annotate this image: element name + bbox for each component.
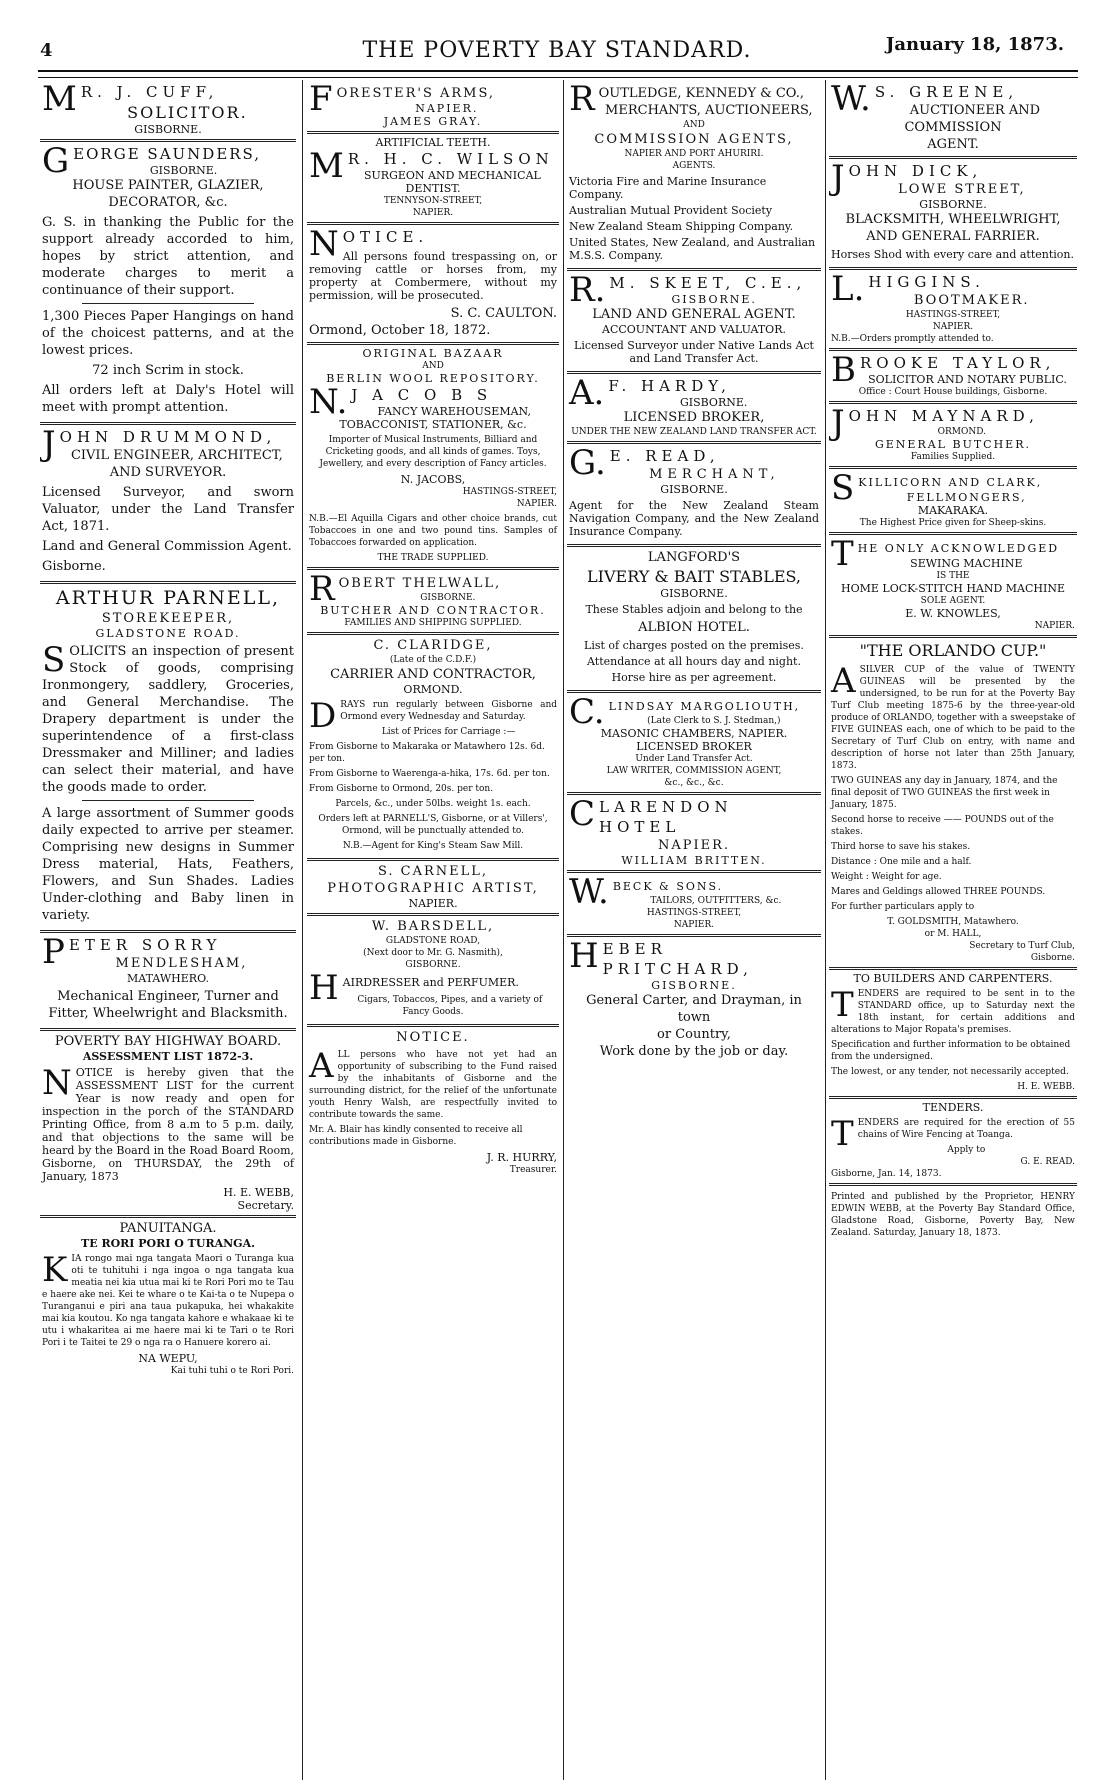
contact-line: Secretary to Turf Club, [969,941,1075,951]
ad-text: OTICE is hereby given that the ASSESSMENT LIST for the current Year is now ready and open for inspection in the porch of the STANDARD Printing Office, from 8 a.m to 5 p.m. daily, and that objections to the same will be heard by the Board in the Road Board Room, Gisborne, on THURSDAY, the 29th of January, 1873 [42,1066,294,1183]
ad-place: MASONIC CHAMBERS, NAPIER. [600,727,788,740]
ad-text: AND [683,120,705,130]
contact-line: Gisborne. [1030,953,1075,963]
ad-text: THE TRADE SUPPLIED. [377,553,489,563]
ad-name: ROOKE TAYLOR, [860,354,1056,372]
ad-thelwall [307,570,559,635]
ad-text: Families Supplied. [910,452,996,462]
price-line: Parcels, &c., under 50lbs. weight 1s. each. [335,799,531,809]
ad-name: KILLICORN AND CLARK, [858,476,1043,489]
ad-trade: or Country, [657,1027,731,1042]
ad-text: (Late Clerk to S. J. Stedman,) [647,716,781,726]
ad-text: Importer of Musical Instruments, Billiard and Cricketing goods, and all kinds of games. Toys, Jewellery, and every description of Fancy articles. [319,435,547,469]
signature: J. R. HURRY, [486,1151,557,1164]
agency-line: New Zealand Steam Shipping Company. [569,220,794,233]
column-4 [829,80,1077,1780]
ad-text: Specification and further information to be obtained from the undersigned. [831,1040,1071,1062]
ad-place: NAPIER AND PORT AHURIRI. [624,149,764,159]
ad-maynard [829,404,1077,469]
ad-hardy [567,374,821,444]
ad-title: PANUITANGA. [119,1221,217,1236]
ad-text: All persons found trespassing on, or removing cattle or horses from, my property at Combermere, without my permission, will be prosecuted. [309,250,557,302]
ad-dick [829,159,1077,270]
drop-cap: L. [831,269,865,309]
ad-street: HASTINGS-STREET, [905,310,1001,320]
drop-cap: J [831,158,845,198]
ad-text: Mechanical Engineer, Turner and Fitter, Wheelwright and Blacksmith. [48,989,288,1021]
ad-text: Horses Shod with every care and attention. [831,248,1074,261]
ad-name: BECK & SONS. [612,880,724,893]
ad-text: Second horse to receive —— POUNDS out of the stakes. [831,815,1054,837]
ad-text: Cigars, Tobaccos, Pipes, and a variety of Fancy Goods. [357,995,543,1017]
ad-name: OUTLEDGE, KENNEDY & CO., [598,86,804,101]
agency-line: Australian Mutual Provident Society [569,204,773,217]
ad-proprietor: WILLIAM BRITTEN. [621,854,767,867]
ad-trade: CIVIL ENGINEER, ARCHITECT, [70,448,283,463]
ad-trade: DECORATOR, &c. [108,195,228,210]
ad-place: NAPIER. [673,920,715,930]
ad-trade: AUCTIONEER AND COMMISSION [904,103,1041,135]
ad-text: N.B.—Orders promptly attended to. [831,334,994,344]
ad-text: The lowest, or any tender, not necessarily accepted. [831,1067,1069,1077]
ad-place: MENDLESHAM, [115,956,248,971]
drop-cap: W. [569,872,609,912]
ad-place: GLADSTONE ROAD. [95,627,241,640]
ad-text: These Stables adjoin and belong to the [585,603,803,616]
ad-name: LANGFORD'S [647,550,741,565]
ad-cuff [40,80,296,142]
ad-name: LINDSAY MARGOLIOUTH, [608,700,801,713]
ad-name: OHN DICK, [848,162,983,180]
ad-trade: LICENSED BROKER [636,740,752,753]
ad-name: E. READ, [609,447,720,465]
drop-cap: B [831,350,856,390]
ad-text: (Late of the C.D.F.) [389,655,477,665]
ad-trade: FELLMONGERS, [906,491,1027,504]
ad-caulton-notice [307,225,559,345]
ad-text: Horse hire as per agreement. [611,671,777,684]
drop-cap: J [42,424,56,464]
agency-line: Victoria Fire and Marine Insurance Company. [569,175,767,201]
ad-trade: ACCOUNTANT AND VALUATOR. [602,323,786,336]
ad-street: HASTINGS-STREET, [646,908,742,918]
ad-trade: FANCY WAREHOUSEMAN, [377,405,531,418]
drop-cap: R [309,569,335,609]
ad-trade: HOUSE PAINTER, GLAZIER, [72,178,264,193]
ad-higgins [829,270,1077,351]
ad-text: UNDER THE NEW ZEALAND LAND TRANSFER ACT. [571,427,817,437]
ad-taylor [829,351,1077,404]
ad-saunders [40,142,296,425]
ad-proprietor: JAMES GRAY. [383,115,483,128]
ad-place: MATAWHERO. [127,972,209,985]
ad-trade: STOREKEEPER, [101,611,235,626]
ad-trade: LIVERY & BAIT STABLES, [587,567,801,586]
ad-trade: LICENSED BROKER, [623,410,765,425]
ad-name: ARTHUR PARNELL, [55,587,281,609]
ad-text: SILVER CUP of the value of TWENTY GUINEAS will be presented by the undersigned, to be run for at the Poverty Bay Turf Club meeting 1875-6 by the three-year-old produce of ORLANDO, together with a sweepstake of FIVE GUINEAS each, one of which to be paid to the Secretary of Turf Club on entry, with name and description of horse not later than 25th January, 1873. [831,665,1076,771]
newspaper-title: THE POVERTY BAY STANDARD. [362,38,752,63]
ad-pritchard [567,937,821,1063]
ad-text: &c., &c., &c. [664,778,724,788]
page-number: 4 [40,40,53,61]
ad-text: 72 inch Scrim in stock. [92,363,244,378]
ad-text: Third horse to save his stakes. [831,842,971,852]
ad-street: TENNYSON-STREET, [383,196,483,206]
ad-text: Licensed Surveyor, and sworn Valuator, under the Land Transfer Act, 1871. [42,485,294,534]
signature-title: Kai tuhi tuhi o te Rori Pori. [170,1366,294,1376]
column-1 [40,80,296,1780]
drop-cap: N [309,224,339,264]
ad-subtitle: AGENTS. [672,161,716,171]
signature-title: Secretary. [237,1199,294,1212]
ad-trade: BUTCHER AND CONTRACTOR. [320,604,546,617]
drop-cap: R. [569,270,606,310]
price-line: From Gisborne to Ormond, 20s. per ton. [309,784,494,794]
signature: G. E. READ. [1020,1157,1075,1167]
ad-trade: General Carter, and Drayman, in town [586,993,802,1025]
ad-text: Mares and Geldings allowed THREE POUNDS. [831,887,1046,897]
ad-trade: GENERAL BUTCHER. [874,438,1031,451]
drop-cap: A [309,1046,334,1086]
ad-title: NOTICE. [396,1030,470,1045]
ad-text: Gisborne. [42,559,106,574]
ad-trade: CARRIER AND CONTRACTOR, [330,667,536,682]
ad-parnell [40,584,296,933]
ad-street: LOWE STREET, [898,182,1026,197]
ad-text: Agent for the New Zealand Steam Navigation Company, and the New Zealand Insurance Company. [569,499,819,538]
agency-line: United States, New Zealand, and Australian M.S.S. Company. [569,236,816,262]
drop-cap: M [309,146,344,186]
ad-trade: HOME LOCK-STITCH HAND MACHINE [840,582,1066,595]
ad-text: IA rongo mai nga tangata Maori o Turanga kua oti te tuhituhi i nga ingoa o nga tangata kua meatia nei kia utua mai ki te Rori Pori mo te Tau e haere ake nei. Kei te whare o te Kai-ta o te Nupepa o Turanganui e piri ana taua pukapuka, hei whakakite mai kia koutou. Ko nga tangata kahore e whakaae ki te utu i whakaritea ai me haere mai ki te Tari o te Rori Pori i te Taitei te 29 o nga ra o Hanuere korero ai. [42,1254,294,1348]
ad-subtitle: TE RORI PORI O TURANGA. [81,1237,255,1250]
drop-cap: F [309,80,333,119]
ad-clarendon-hotel [567,795,821,873]
ad-text: Orders left at PARNELL'S, Gisborne, or at Villers', Ormond, will be punctually attended to. [318,814,548,836]
ad-text: Weight : Weight for age. [831,872,942,882]
drop-cap: T [831,1114,854,1154]
drop-cap: T [831,534,854,574]
drop-cap: A [831,661,856,701]
ad-name: OTICE. [342,228,429,246]
ad-trade: SURGEON AND MECHANICAL DENTIST. [364,169,541,195]
signature: N. JACOBS, [400,473,466,486]
drop-cap: M [42,80,77,119]
ad-text: FAMILIES AND SHIPPING SUPPLIED. [344,618,522,628]
drop-cap: P [42,932,65,972]
ad-subtitle: ASSESSMENT LIST 1872-3. [82,1050,254,1063]
drop-cap: H [309,968,339,1008]
ad-carnell [307,861,559,916]
ad-text: List of Prices for Carriage :— [381,727,516,737]
ad-text: RAYS run regularly between Gisborne and Ormond every Wednesday and Saturday. [340,700,557,722]
ad-trade: MERCHANTS, AUCTIONEERS, [605,103,813,118]
ad-name: EBER PRITCHARD, [602,940,753,978]
ad-title: ARTIFICIAL TEETH. [375,136,491,149]
column-rule [302,80,303,1780]
ad-text: Licensed Surveyor under Native Lands Act and Land Transfer Act. [574,339,814,365]
ad-text: ALBION HOTEL. [638,620,750,635]
ad-trade: AND GENERAL FARRIER. [866,229,1040,244]
ad-text: N.B.—El Aquilla Cigars and other choice brands, cut Tobaccoes in one and two pound tins. Samples of Tobaccoes forwarded on application. [309,514,557,548]
ad-place: GISBORNE. [671,293,757,306]
signature: S. C. CAULTON. [450,306,557,321]
ad-place: NAPIER. [516,499,557,509]
ad-trade: PHOTOGRAPHIC ARTIST, [327,881,539,896]
ad-trade: AND SURVEYOR. [109,465,227,480]
ad-name: M. SKEET, C.E., [609,274,807,292]
drop-cap: K [42,1250,68,1290]
column-rule [825,80,826,1780]
ad-place: GISBORNE. [149,164,218,177]
ad-builders-tenders [829,970,1077,1099]
ad-trade: MERCHANT, [649,467,780,482]
ad-trade: SEWING MACHINE [910,557,1023,570]
ad-trade: LAND AND GENERAL AGENT. [592,307,796,322]
ad-title: ORIGINAL BAZAAR [362,347,504,360]
ad-place: NAPIER. [415,102,479,115]
ad-text: SOLE AGENT. [920,596,986,606]
ad-text: ENDERS are required to be sent in to the STANDARD office, up to Saturday next the 18th instant, for certain additions and alterations to Major Ropata's premises. [831,989,1075,1035]
price-line: From Gisborne to Waerenga-a-hika, 17s. 6d. per ton. [309,769,550,779]
ad-trade: LAW WRITER, COMMISSION AGENT, [606,766,782,776]
ad-beck [567,873,821,937]
ad-text: G. S. in thanking the Public for the support already accorded to him, hopes by strict attention, and moderate charges to merit a continuance of their support. [42,215,294,298]
ad-read [567,444,821,547]
ad-trade: COMMISSION AGENTS, [594,132,794,147]
ad-langford-stables [567,547,821,693]
ad-place: NAPIER. [412,208,454,218]
ad-trade: AIRDRESSER and PERFUMER. [342,976,519,989]
ad-name: J A C O B S [351,386,493,404]
ad-sorry [40,933,296,1031]
signature: NA WEPU, [138,1352,198,1365]
masthead [0,0,1114,78]
ad-text: LL persons who have not yet had an opportunity of subscribing to the Fund raised by the inhabitants of Gisborne and the surrounding district, for the relief of the unfortunate youth Henry Walsh, are respectfully invited to contribute towards the same. [309,1050,557,1120]
drop-cap: N. [309,382,348,422]
contact-line: or M. HALL, [924,929,982,939]
ad-name: HIGGINS. [868,273,985,291]
ad-name: W. BARSDELL, [371,919,495,934]
drop-cap: A. [569,373,605,413]
ad-margoliouth [567,693,821,795]
ad-fencing-tenders [829,1099,1077,1186]
column-rule [563,80,564,1780]
ad-title: "THE ORLANDO CUP." [859,641,1047,660]
ad-orlando-cup [829,638,1077,970]
ad-place: GISBORNE. [660,587,728,600]
ad-place: MAKARAKA. [917,504,989,517]
ad-text: (Next door to Mr. G. Nasmith), [363,948,503,958]
imprint-text: Printed and published by the Proprietor, HENRY EDWIN WEBB, at the Poverty Bay Standard Office, Gladstone Road, Gisborne, Poverty Bay, New Zealand. Saturday, January 18, 1873. [831,1192,1075,1238]
ad-name: R. J. CUFF, [80,83,219,101]
ad-skeet [567,271,821,374]
ad-name: ETER SORRY [68,936,222,954]
drop-cap: N [42,1063,72,1103]
ad-text: List of charges posted on the premises. [584,639,804,652]
ad-name: LARENDON HOTEL [599,798,733,836]
ad-text: Work done by the job or day. [599,1044,789,1059]
ad-text: TWO GUINEAS any day in January, 1874, and the final deposit of TWO GUINEAS the first week in January, 1875. [831,776,1058,810]
ad-title: POVERTY BAY HIGHWAY BOARD. [54,1034,282,1049]
ad-place: GISBORNE. [679,396,748,409]
ad-place: ORMOND. [403,683,463,696]
ad-street: GLADSTONE ROAD, [385,936,481,946]
signature: E. W. KNOWLES, [905,607,1001,620]
ad-routledge-kennedy [567,80,821,271]
ad-text: For further particulars apply to [831,902,975,912]
drop-cap: H [569,936,599,976]
drop-cap: G. [569,443,606,483]
issue-date: January 18, 1873. [885,34,1064,55]
ad-claridge [307,635,559,861]
price-line: From Gisborne to Makaraka or Matawhero 12s. 6d. per ton. [309,742,545,764]
ad-sewing-machine [829,535,1077,638]
signature-title: Treasurer. [509,1165,557,1175]
ad-jacobs-bazaar [307,345,559,570]
drop-cap: S [42,640,66,680]
ad-greene [829,80,1077,159]
masthead-rule [38,70,1078,78]
ad-place: GISBORNE. [420,593,476,603]
ad-place: GISBORNE. [651,979,737,992]
contact-line: T. GOLDSMITH, Matawhero. [887,917,1019,927]
ad-date: Gisborne, Jan. 14, 1873. [831,1169,942,1179]
ad-date: Ormond, October 18, 1872. [309,323,491,338]
drop-cap: T [831,985,854,1025]
ad-barsdell [307,916,559,1027]
ad-text: Office : Court House buildings, Gisborne. [858,387,1048,397]
ad-title: BERLIN WOOL REPOSITORY. [326,372,540,385]
drop-cap: S [831,468,855,508]
drop-cap: C [569,794,596,834]
column-3 [567,80,821,1780]
ad-trade: BOOTMAKER. [913,293,1030,308]
ad-title: AND [422,361,444,371]
ad-text: N.B.—Agent for King's Steam Saw Mill. [342,841,524,851]
ad-title: TO BUILDERS AND CARPENTERS. [853,972,1053,985]
ad-name: ORESTER'S ARMS, [336,86,496,101]
ad-relief-fund-notice [307,1027,559,1179]
ad-name: F. HARDY, [608,377,731,395]
ad-text: IS THE [936,571,970,581]
drop-cap: D [309,696,337,736]
ad-street: HASTINGS-STREET, [462,487,557,497]
ad-text: Mr. A. Blair has kindly consented to receive all contributions made in Gisborne. [309,1125,523,1147]
drop-cap: G [42,141,70,181]
column-2 [307,80,559,1780]
ad-drummond [40,425,296,584]
ad-trade: SOLICITOR. [127,103,248,122]
ad-text: Attendance at all hours day and night. [587,655,801,668]
ad-text: Under Land Transfer Act. [635,754,753,764]
ad-place: NAPIER. [408,897,458,910]
ad-panuitanga [40,1218,296,1380]
ad-wilson [307,134,559,225]
ad-skillicorn [829,469,1077,535]
drop-cap: W. [831,80,871,119]
ad-text: OLICITS an inspection of present Stock of goods, comprising Ironmongery, saddlery, Groceries, and General Merchandise. The Drapery department is under the superintendence of a first-class Dressmaker and Milliner; and ladies can select their material, and have the goods made to order. [42,644,294,795]
ad-text: ENDERS are required for the erection of 55 chains of Wire Fencing at Toanga. [857,1118,1075,1140]
ad-name: OHN DRUMMOND, [59,428,277,446]
ad-text: A large assortment of Summer goods daily expected to arrive per steamer. Comprising new designs in Summer Dress material, Hats, Feathers, Flowers, and Sun Shades. Ladies Under-clothing and Baby linen in variety. [42,806,294,923]
ad-text: Distance : One mile and a half. [831,857,972,867]
ad-trade: TAILORS, OUTFITTERS, &c. [650,896,782,906]
ad-name: R. H. C. WILSON [347,150,554,168]
ad-text: 1,300 Pieces Paper Hangings on hand of the choicest patterns, and at the lowest prices. [42,309,294,358]
ad-title: TENDERS. [922,1101,984,1114]
drop-cap: J [831,403,845,443]
ad-place: GISBORNE. [919,198,987,211]
ad-name: HE ONLY ACKNOWLEDGED [857,542,1060,555]
ad-foresters-arms [307,80,559,134]
ad-place: GISBORNE. [405,960,461,970]
ad-name: C. CLARIDGE, [373,638,493,653]
ad-text: All orders left at Daly's Hotel will meet with prompt attention. [42,383,294,415]
ad-text: The Highest Price given for Sheep-skins. [859,518,1047,528]
ad-place: ORMOND. [937,427,987,437]
drop-cap: R [569,80,595,119]
ad-name: EORGE SAUNDERS, [73,145,262,163]
ad-text: Land and General Commission Agent. [42,539,292,554]
imprint [829,1186,1077,1245]
ad-trade: TOBACCONIST, STATIONER, &c. [339,418,527,431]
ad-text: Apply to [947,1145,986,1155]
drop-cap: C. [569,692,605,732]
signature: H. E. WEBB, [223,1186,294,1199]
ad-name: S. GREENE, [874,83,1019,101]
ad-trade: AGENT. [927,137,979,152]
ad-place: GISBORNE. [134,123,202,136]
ad-place: NAPIER. [932,322,974,332]
signature: H. E. WEBB. [1017,1082,1075,1092]
ad-trade: SOLICITOR AND NOTARY PUBLIC. [868,373,1067,386]
ad-trade: BLACKSMITH, WHEELWRIGHT, [845,212,1061,227]
ad-name: OHN MAYNARD, [848,407,1039,425]
ad-name: OBERT THELWALL, [338,576,502,591]
ad-place: GISBORNE. [660,483,728,496]
ad-name: S. CARNELL, [377,864,489,879]
ad-place: NAPIER. [1034,621,1075,631]
ad-place: NAPIER. [657,838,731,853]
ad-highway-board [40,1031,296,1218]
